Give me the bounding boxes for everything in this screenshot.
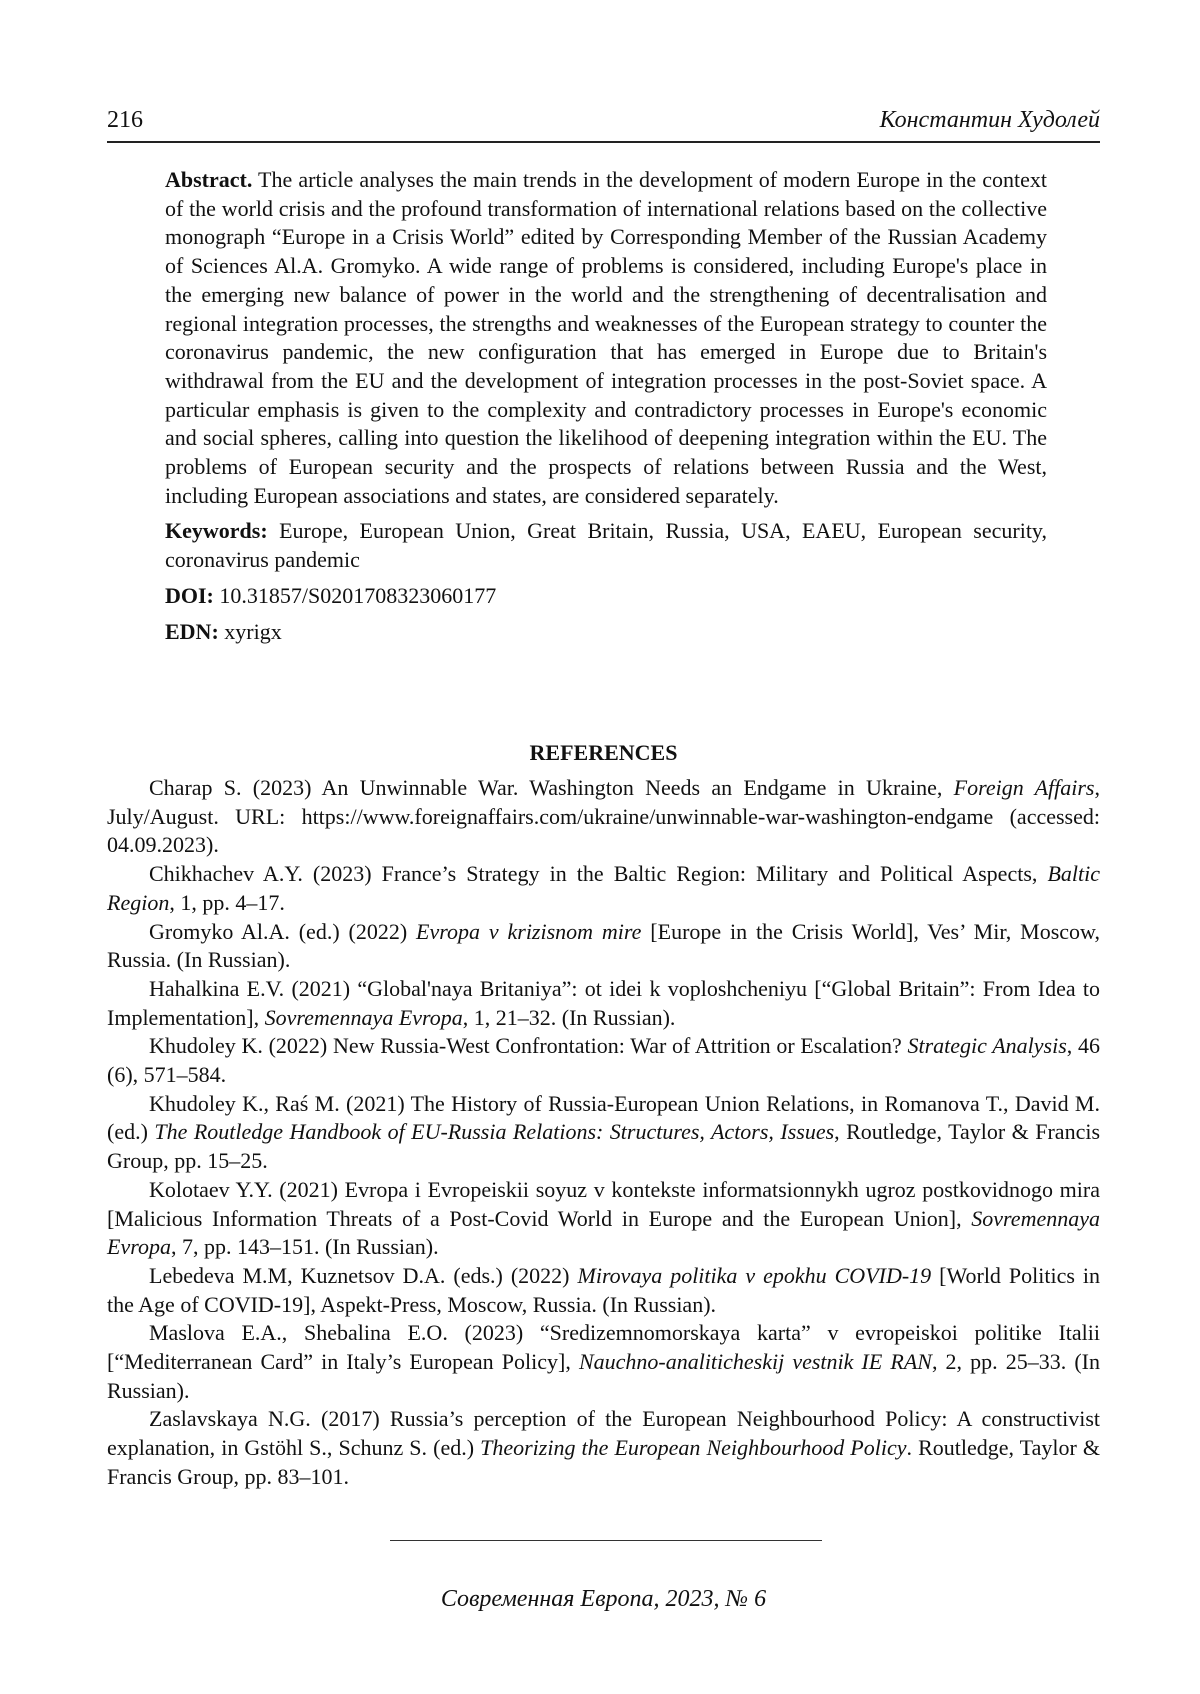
references-list xyxy=(107,774,1100,1492)
reference-item: Zaslavskaya N.G. (2017) Russia’s perception of the European Neighbourhood Policy: A constructivist explanation, in Gstöhl S., Schunz S. (ed.) Theorizing the European Neighbourhood Policy. Routledge, Taylor & Francis Group, pp. 83–101. xyxy=(107,1406,1100,1489)
reference-item: Chikhachev A.Y. (2023) France’s Strategy in the Baltic Region: Military and Political Aspects, Baltic Region, 1, pp. 4–17. xyxy=(107,861,1100,915)
reference-item: Khudoley K. (2022) New Russia-West Confrontation: War of Attrition or Escalation? Strategic Analysis, 46 (6), 571–584. xyxy=(107,1033,1100,1088)
reference-item: Gromyko Al.A. (ed.) (2022) Evropa v krizisnom mire [Europe in the Crisis World], Ves’ Mir, Moscow, Russia. (In Russian). xyxy=(107,918,1100,973)
abstract-text: The article analyses the main trends in the development of modern Europe in the context of the world crisis and the profound transformation of international relations based on the collective monograph “Europe in a Crisis World” edited by Corresponding Member of the Russian Academy of Sciences Al.A. Gromyko. A wide range of problems is considered, including Europe's place in the emerging new balance of power in the world and the strengthening of decentralisation and regional integration processes, the strengths and weaknesses of the European strategy to counter the coronavirus pandemic, the new configuration that has emerged in Europe due to Britain's withdrawal from the EU and the development of integration processes in the post-Soviet space. A particular emphasis is given to the complexity and contradictory processes in Europe's economic and social spheres, calling into question the likelihood of deepening integration within the EU. The problems of European security and the prospects of relations between Russia and the West, including European associations and states, are considered separately. xyxy=(165,167,1047,508)
edn-paragraph xyxy=(165,618,1047,647)
abstract-block xyxy=(165,166,1047,646)
reference-item: Kolotaev Y.Y. (2021) Evropa i Evropeiskii soyuz v kontekste informatsionnykh ugroz postkovidnogo mira [Malicious Information Threats of a Post-Covid World in Europe and the European Union], Sovremennaya Evropa, 7, pp. 143–151. (In Russian). xyxy=(107,1176,1100,1260)
reference-item: Maslova E.A., Shebalina E.O. (2023) “Sredizemnomorskaya karta” v evropeiskoi politike Italii [“Mediterranean Card” in Italy’s European Policy], Nauchno-analiticheskij vestnik IE RAN, 2, pp. 25–33. (In Russian). xyxy=(107,1320,1100,1403)
references-heading: REFERENCES xyxy=(529,740,678,765)
journal-footer: Современная Европа, 2023, № 6 xyxy=(440,1586,767,1612)
reference-item: Hahalkina E.V. (2021) “Global'naya Britaniya”: ot idei k voploshcheniyu [“Global Britain”: From Idea to Implementation], Sovremennaya Evropa, 1, 21–32. (In Russian). xyxy=(107,975,1100,1030)
edn-label: EDN: xyxy=(165,618,219,644)
keywords-label: Keywords: xyxy=(165,518,268,544)
doi-text: 10.31857/S0201708323060177 xyxy=(213,582,497,608)
page-number: 216 xyxy=(107,107,143,133)
abstract-paragraph xyxy=(165,166,1047,510)
reference-item: Lebedeva M.M, Kuznetsov D.A. (eds.) (2022) Mirovaya politika v epokhu COVID-19 [World Politics in the Age of COVID-19], Aspekt-Press, Moscow, Russia. (In Russian). xyxy=(107,1262,1101,1317)
running-header xyxy=(107,103,1100,143)
keywords-text: Europe, European Union, Great Britain, Russia, USA, EAEU, European security, coronavirus pandemic xyxy=(165,518,1047,573)
keywords-paragraph xyxy=(165,517,1047,574)
doi-label: DOI: xyxy=(165,582,214,608)
running-author: Константин Худолей xyxy=(879,107,1100,133)
reference-item: Charap S. (2023) An Unwinnable War. Washington Needs an Endgame in Ukraine, Foreign Affairs, July/August. URL: https://www.foreignaffairs.com/ukraine/unwinnable-war-washington-endgame (accessed: 04.09.2023). xyxy=(107,775,1100,858)
reference-item: Khudoley K., Raś M. (2021) The History of Russia-European Union Relations, in Romanova T., David M. (ed.) The Routledge Handbook of EU-Russia Relations: Structures, Actors, Issues, Routledge, Taylor & Francis Group, pp. 15–25. xyxy=(107,1090,1101,1174)
doi-paragraph xyxy=(165,582,1047,611)
closing-rule xyxy=(390,1540,822,1541)
edn-text: xyrigx xyxy=(218,618,282,644)
abstract-label: Abstract. xyxy=(165,167,253,192)
